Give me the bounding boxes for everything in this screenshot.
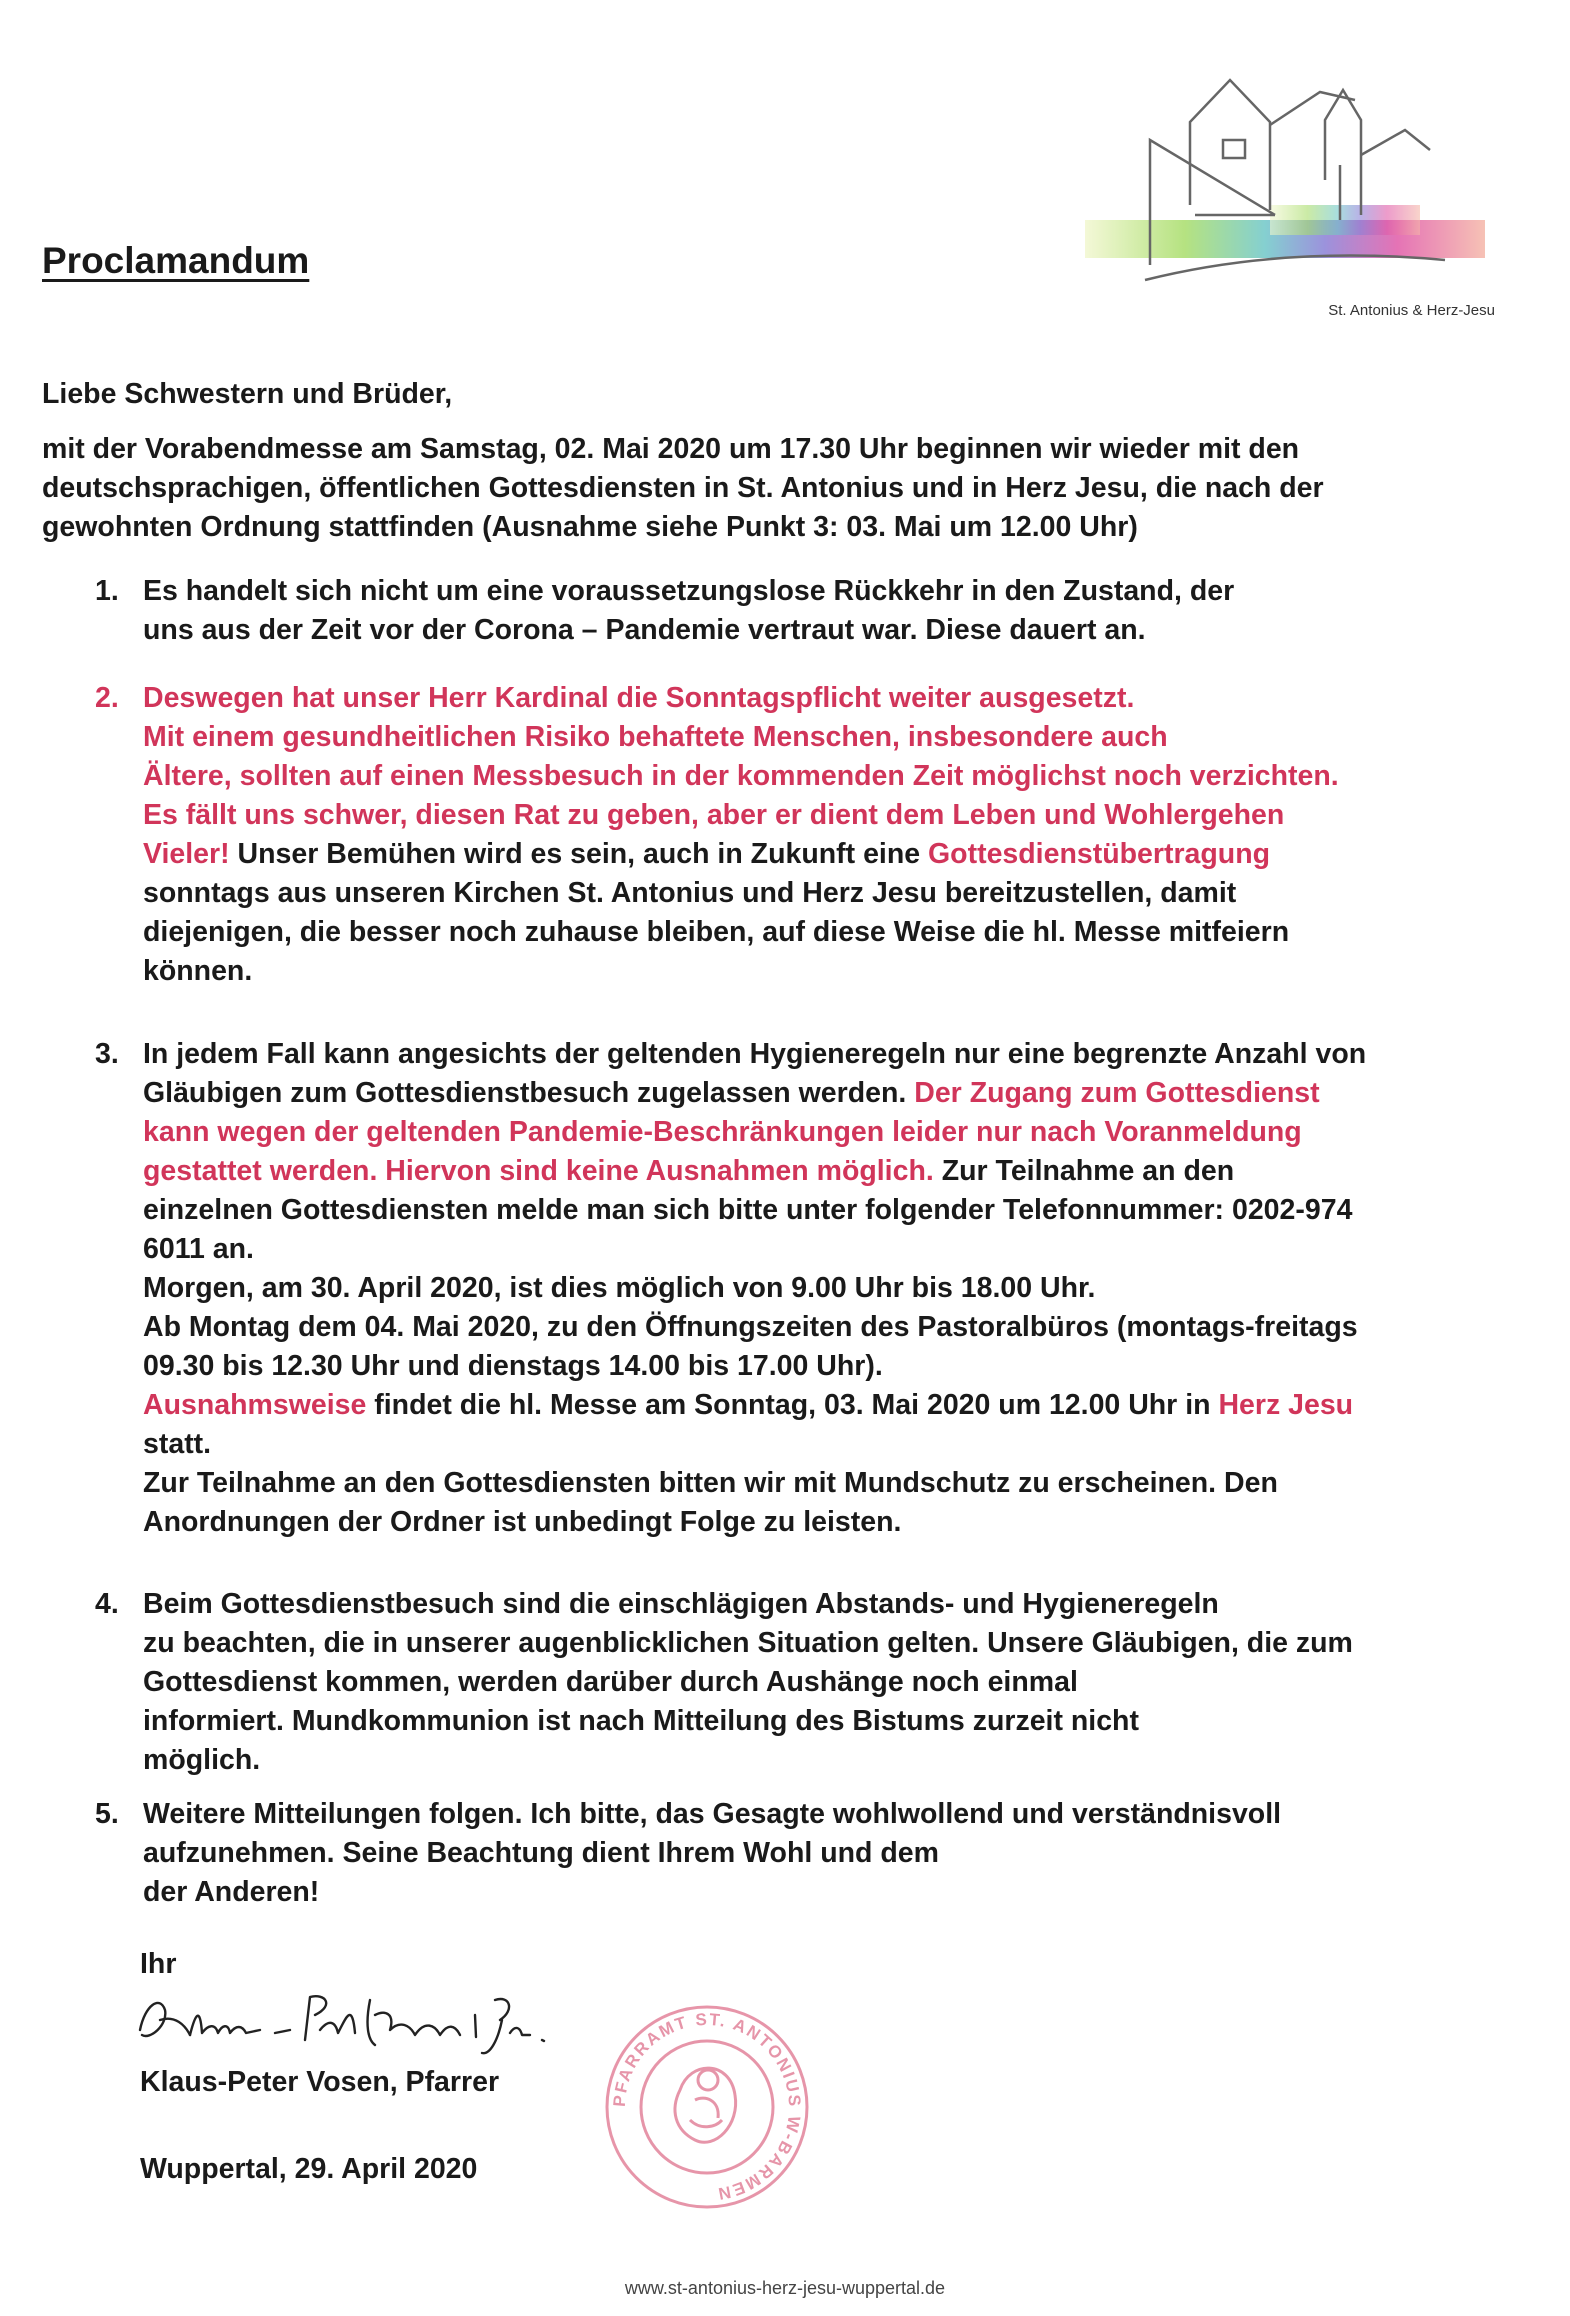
stamp-text [610, 2010, 804, 2204]
item-line: können. [143, 955, 253, 987]
parish-seal-icon [600, 2000, 815, 2215]
item-line: Zur Teilnahme an den Gottesdiensten bitten wir mit Mundschutz zu erscheinen. Den [143, 1467, 1278, 1499]
church-logo-icon [1085, 70, 1505, 310]
intro-line: mit der Vorabendmesse am Samstag, 02. Mai 2020 um 17.30 Uhr beginnen wir wieder mit den [42, 433, 1300, 465]
logo-caption: St. Antonius & Herz-Jesu [1328, 302, 1495, 319]
church-logo [1085, 70, 1505, 330]
item-line-mixed [143, 1074, 1543, 1113]
highlight-text: Herz Jesu [1218, 1389, 1354, 1421]
item-line: Anordnungen der Ordner ist unbedingt Folge zu leisten. [143, 1506, 902, 1538]
item-line-red: Ältere, sollten auf einen Messbesuch in der kommenden Zeit möglichst noch verzichten. [143, 760, 1339, 792]
item-line: In jedem Fall kann angesichts der geltenden Hygieneregeln nur eine begrenzte Anzahl von [143, 1038, 1367, 1070]
intro-line: deutschsprachigen, öffentlichen Gottesdiensten in St. Antonius und in Herz Jesu, die nach der [42, 472, 1324, 504]
item-line: Ab Montag dem 04. Mai 2020, zu den Öffnungszeiten des Pastoralbüros (montags-freitags [143, 1311, 1358, 1343]
item-line: zu beachten, die in unserer augenblicklichen Situation gelten. Unsere Gläubigen, die zum [143, 1627, 1353, 1659]
list-number: 2. [95, 682, 119, 714]
handwritten-signature [130, 1985, 600, 2060]
salutation: Liebe Schwestern und Brüder, [42, 378, 453, 410]
intro-line: gewohnten Ordnung stattfinden (Ausnahme siehe Punkt 3: 03. Mai um 12.00 Uhr) [42, 511, 1138, 543]
item-line-red: Es fällt uns schwer, diesen Rat zu geben, aber er dient dem Leben und Wohlergehen [143, 799, 1285, 831]
list-number: 4. [95, 1588, 119, 1620]
item-line: 6011 an. [143, 1233, 254, 1265]
item-line: möglich. [143, 1744, 261, 1776]
footer-url: www.st-antonius-herz-jesu-wuppertal.de [624, 2278, 946, 2298]
signer-name: Klaus-Peter Vosen, Pfarrer [140, 2066, 500, 2098]
item-line: Es handelt sich nicht um eine voraussetzungslose Rückkehr in den Zustand, der [143, 575, 1235, 607]
item-line: statt. [143, 1428, 212, 1460]
item-line-mixed [143, 1386, 1543, 1425]
highlight-text: Gottesdienstübertragung [928, 838, 1271, 870]
item-line-red: kann wegen der geltenden Pandemie-Beschränkungen leider nur nach Voranmeldung [143, 1116, 1302, 1148]
highlight-text: Der Zugang zum Gottesdienst [914, 1077, 1320, 1109]
item-text: Gläubigen zum Gottesdienstbesuch zugelassen werden. [143, 1077, 915, 1109]
item-line: diejenigen, die besser noch zuhause bleiben, auf diese Weise die hl. Messe mitfeiern [143, 916, 1290, 948]
item-line: Weitere Mitteilungen folgen. Ich bitte, das Gesagte wohlwollend und verständnisvoll [143, 1798, 1282, 1830]
stamp-text-path: PFARRAMT ST. ANTONIUS W-BARMEN [609, 2009, 805, 2204]
item-line: einzelnen Gottesdiensten melde man sich bitte unter folgender Telefonnummer: 0202-974 [143, 1194, 1353, 1226]
intro-paragraph [42, 430, 1522, 547]
item-text: Unser Bemühen wird es sein, auch in Zukunft eine [229, 838, 929, 870]
closing-greeting: Ihr [140, 1948, 177, 1980]
item-line: sonntags aus unseren Kirchen St. Antonius und Herz Jesu bereitzustellen, damit [143, 877, 1237, 909]
item-line-mixed [143, 835, 1543, 874]
list-number: 3. [95, 1038, 119, 1070]
item-line: uns aus der Zeit vor der Corona – Pandemie vertraut war. Diese dauert an. [143, 614, 1146, 646]
highlight-text: Ausnahmsweise [143, 1389, 367, 1421]
item-line: 09.30 bis 12.30 Uhr und dienstags 14.00 bis 17.00 Uhr). [143, 1350, 883, 1382]
place-date: Wuppertal, 29. April 2020 [140, 2153, 478, 2185]
list-number: 5. [95, 1798, 119, 1830]
highlight-text: gestattet werden. Hiervon sind keine Ausnahmen möglich. [143, 1155, 934, 1187]
item-line: informiert. Mundkommunion ist nach Mitteilung des Bistums zurzeit nicht [143, 1705, 1139, 1737]
item-line-red: Mit einem gesundheitlichen Risiko behaftete Menschen, insbesondere auch [143, 721, 1168, 753]
highlight-text: Vieler! [143, 838, 230, 870]
item-line: der Anderen! [143, 1876, 320, 1908]
page-title: Proclamandum [42, 240, 310, 281]
item-line-mixed [143, 1152, 1543, 1191]
item-line: Gottesdienst kommen, werden darüber durch Aushänge noch einmal [143, 1666, 1078, 1698]
item-text: findet die hl. Messe am Sonntag, 03. Mai 2020 um 12.00 Uhr in [366, 1389, 1219, 1421]
item-text: Zur Teilnahme an den [933, 1155, 1235, 1187]
list-number: 1. [95, 575, 119, 607]
item-line-red: Deswegen hat unser Herr Kardinal die Sonntagspflicht weiter ausgesetzt. [143, 682, 1135, 714]
item-line: Beim Gottesdienstbesuch sind die einschlägigen Abstands- und Hygieneregeln [143, 1588, 1219, 1620]
item-line: Morgen, am 30. April 2020, ist dies möglich von 9.00 Uhr bis 18.00 Uhr. [143, 1272, 1096, 1304]
item-line: aufzunehmen. Seine Beachtung dient Ihrem Wohl und dem [143, 1837, 939, 1869]
